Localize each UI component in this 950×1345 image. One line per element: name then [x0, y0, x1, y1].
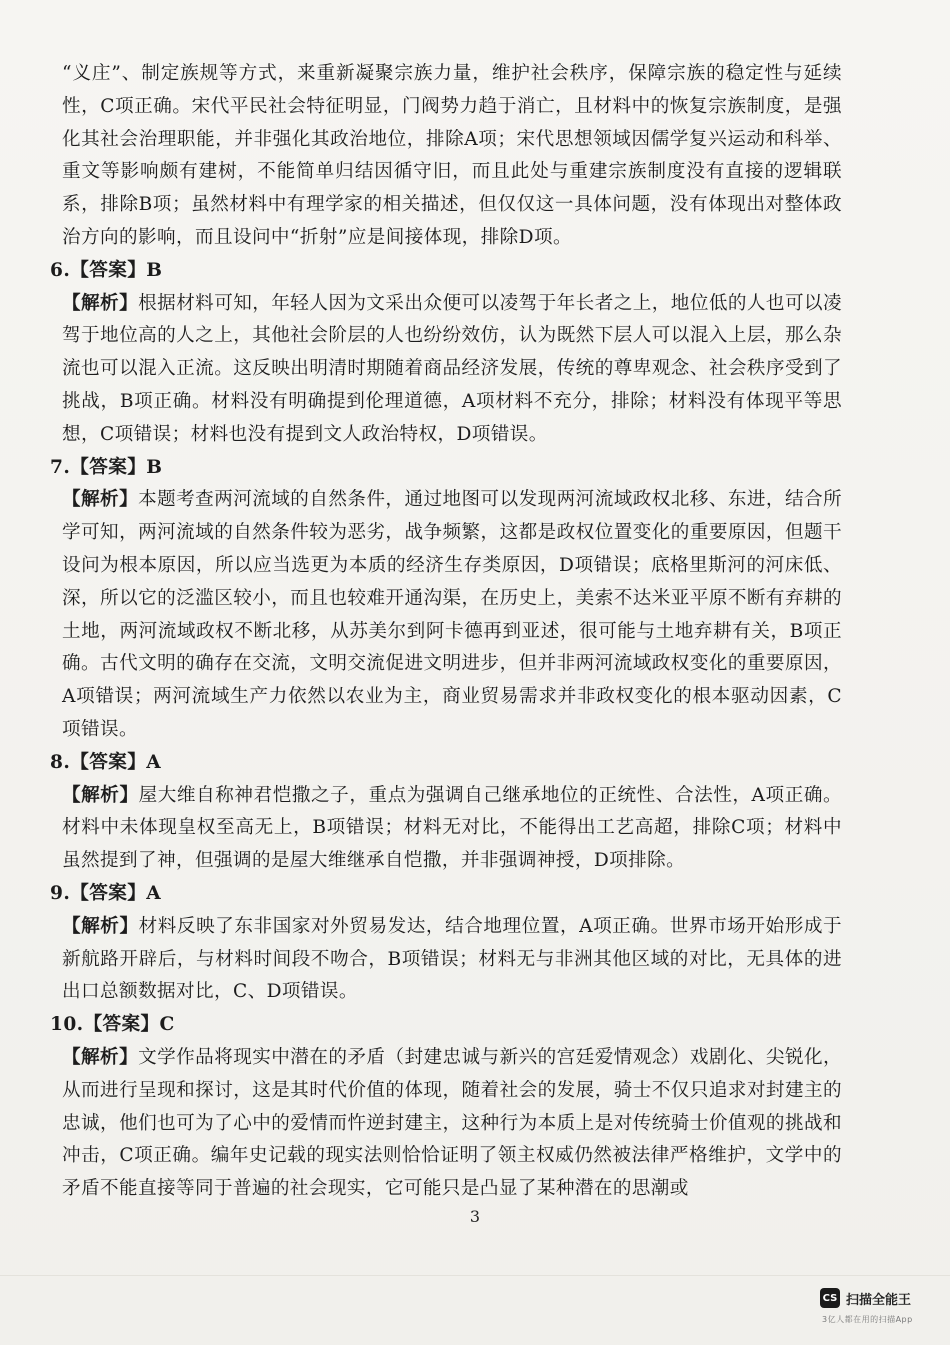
answer-label: 【答案】C	[83, 1014, 175, 1036]
question-number: 10.	[50, 1014, 84, 1036]
camscanner-logo-icon: CS	[820, 1288, 840, 1308]
page-bottom-divider	[0, 1275, 950, 1276]
analysis-text: 文学作品将现实中潜在的矛盾（封建忠诚与新兴的宫廷爱情观念）戏剧化、尖锐化，从而进行呈现和探讨，这是其时代价值的体现，随着社会的发展，骑士不仅只追求对封建主的忠诚，他们也可为了心中的爱情而忤逆封建主，这种行为本质上是对传统骑士价值观的挑战和冲击，C项正确。编年史记载的现实法则恰恰证明了领主权威仍然被法律严格维护，文学中的矛盾不能直接等同于普遍的社会现实，它可能只是凸显了某种潜在的思潮或	[62, 1046, 842, 1200]
analysis-paragraph	[62, 1042, 842, 1206]
answer-line	[50, 255, 842, 288]
question-number: 7.	[50, 456, 71, 478]
question-7	[50, 452, 842, 747]
scanner-watermark	[820, 1288, 911, 1308]
answer-label: 【答案】B	[70, 456, 163, 478]
question-number: 6.	[50, 259, 71, 281]
question-8	[50, 747, 842, 878]
page-number: 3	[469, 1207, 481, 1226]
question-number: 8.	[50, 751, 71, 773]
scanner-app-name: 扫描全能王	[846, 1292, 912, 1308]
analysis-text: 根据材料可知，年轻人因为文采出众便可以凌驾于年长者之上，地位低的人也可以凌驾于地位高的人之上，其他社会阶层的人也纷纷效仿，认为既然下层人可以混入上层，那么杂流也可以混入正流。这反映出明清时期随着商品经济发展，传统的尊卑观念、社会秩序受到了挑战，B项正确。材料没有明确提到伦理道德，A项材料不充分，排除；材料没有体现平等思想，C项错误；材料也没有提到文人政治特权，D项错误。	[62, 292, 842, 445]
analysis-paragraph	[62, 780, 842, 878]
analysis-label: 【解析】	[62, 1046, 139, 1068]
analysis-paragraph	[62, 288, 842, 452]
scanner-tagline: 3亿人都在用的扫描App	[822, 1315, 913, 1324]
answer-line	[50, 452, 842, 485]
analysis-label: 【解析】	[62, 292, 139, 314]
question-9	[50, 878, 842, 1009]
answer-line	[50, 1009, 842, 1042]
analysis-label: 【解析】	[62, 489, 139, 511]
analysis-label: 【解析】	[62, 784, 139, 806]
analysis-text: 本题考查两河流域的自然条件，通过地图可以发现两河流域政权北移、东进，结合所学可知，两河流域的自然条件较为恶劣，战争频繁，这都是政权位置变化的重要原因，但题干设问为根本原因，所以应当选更为本质的经济生存类原因，D项错误；底格里斯河的河床低、深，所以它的泛滥区较小，而且也较难开通沟渠，在历史上，美索不达米亚平原不断有弃耕的土地，两河流域政权不断北移，从苏美尔到阿卡德再到亚述，很可能与土地弃耕有关，B项正确。古代文明的确存在交流，文明交流促进文明进步，但并非两河流域政权变化的重要原因，A项错误；两河流域生产力依然以农业为主，商业贸易需求并非政权变化的根本驱动因素，C项错误。	[62, 489, 842, 740]
answer-label: 【答案】B	[70, 259, 163, 281]
answer-line	[50, 747, 842, 780]
question-6	[50, 255, 842, 452]
answer-analysis-body	[50, 58, 842, 1206]
analysis-text: 材料反映了东非国家对外贸易发达，结合地理位置，A项正确。世界市场开始形成于新航路开辟后，与材料时间段不吻合，B项错误；材料无与非洲其他区域的对比，无具体的进出口总额数据对比，C、D项错误。	[62, 915, 842, 1003]
answer-label: 【答案】A	[70, 882, 162, 904]
analysis-paragraph	[62, 484, 842, 746]
answer-label: 【答案】A	[70, 751, 162, 773]
answer-line	[50, 878, 842, 911]
question-number: 9.	[50, 882, 71, 904]
analysis-label: 【解析】	[62, 915, 139, 937]
analysis-text: 屋大维自称神君恺撒之子，重点为强调自己继承地位的正统性、合法性，A项正确。材料中未体现皇权至高无上，B项错误；材料无对比，不能得出工艺高超，排除C项；材料中虽然提到了神，但强调的是屋大维继承自恺撒，并非强调神授，D项排除。	[62, 784, 842, 872]
analysis-paragraph	[62, 911, 842, 1009]
question-10	[50, 1009, 842, 1206]
continuation-paragraph: “义庄”、制定族规等方式，来重新凝聚宗族力量，维护社会秩序，保障宗族的稳定性与延续性，C项正确。宋代平民社会特征明显，门阀势力趋于消亡，且材料中的恢复宗族制度，是强化其社会治理职能，并非强化其政治地位，排除A项；宋代思想领域因儒学复兴运动和科举、重文等影响颇有建树，不能简单归结因循守旧，而且此处与重建宗族制度没有直接的逻辑联系，排除B项；虽然材料中有理学家的相关描述，但仅仅这一具体问题，没有体现出对整体政治方向的影响，而且设问中“折射”应是间接体现，排除D项。	[62, 63, 842, 248]
